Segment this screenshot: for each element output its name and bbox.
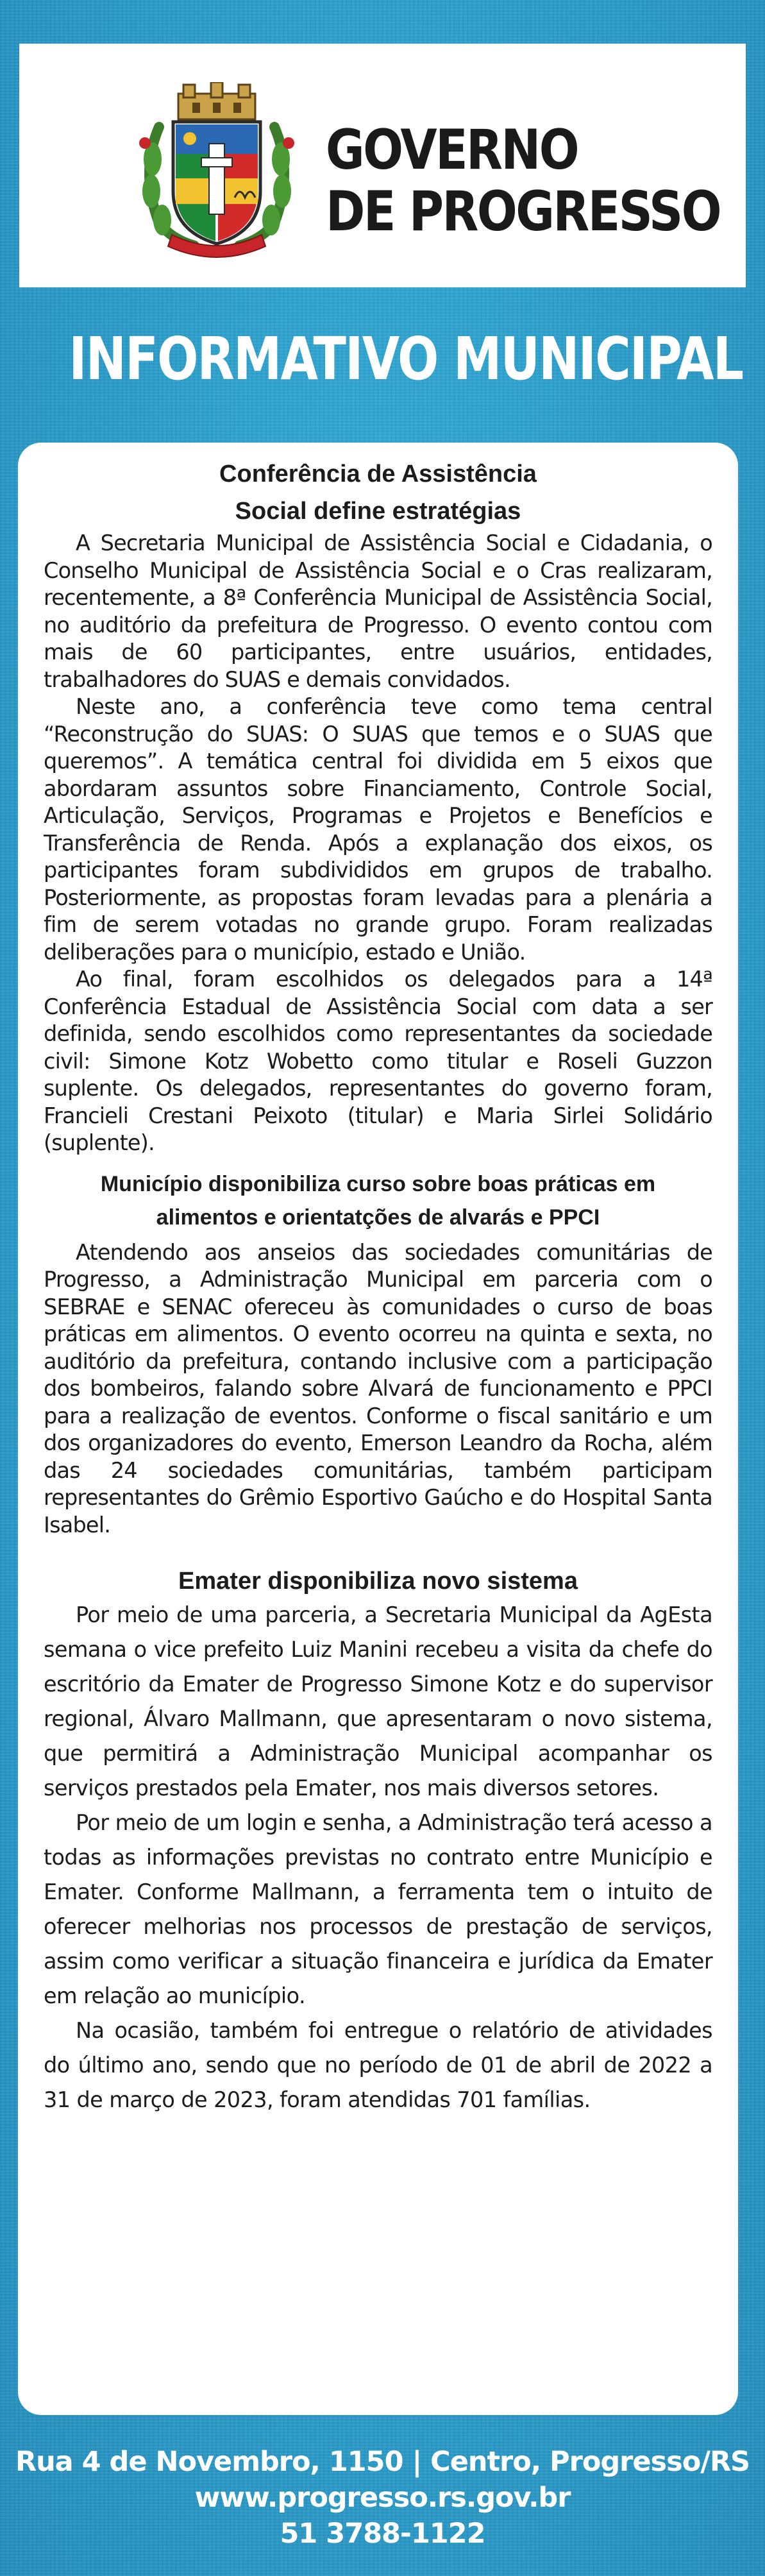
content-card: [18, 443, 738, 2415]
footer-website[interactable]: www.progresso.rs.gov.br: [194, 2482, 571, 2514]
article-title-line-1: Município disponibiliza curso sobre boas práticas em: [100, 1171, 656, 1196]
article-title-line-1: Conferência de Assistência: [219, 461, 537, 487]
footer-contact: [0, 2444, 765, 2552]
brand-line-2: DE PROGRESSO: [326, 180, 721, 244]
article-curso-boas-praticas: [44, 1167, 712, 1539]
article-conferencia: [44, 455, 712, 1157]
article-body: [44, 530, 712, 1157]
article-title: [103, 455, 654, 530]
article-title: [44, 1167, 712, 1234]
article-title-line-2: alimentos e orientatções de alvarás e PPCI: [156, 1205, 600, 1230]
paragraph: A Secretaria Municipal de Assistência Social e Cidadania, o Conselho Municipal de Assistência Social e o Cras realizaram, recentemente, a 8ª Conferência Municipal de Assistência Social, no auditório da prefeitura de Progresso. O evento contou com mais de 60 participantes, entre usuários, entidades, trabalhadores do SUAS e demais convidados.: [44, 530, 712, 692]
article-title-line-1: Emater disponibiliza novo sistema: [178, 1568, 578, 1595]
article-body: [44, 1598, 712, 2117]
footer-phone: 51 3788-1122: [280, 2518, 485, 2550]
article-emater: [44, 1564, 712, 2117]
article-title-line-2: Social define estratégias: [235, 498, 521, 525]
paragraph: Atendendo aos anseios das sociedades comunitárias de Progresso, a Administração Municipal em parceria com o SEBRAE e SENAC ofereceu às comunidades o curso de boas práticas em alimentos. O evento ocorreu na quinta e sexta, no auditório da prefeitura, contando inclusive com a participação dos bombeiros, falando sobre Alvará de funcionamento e PPCI para a realização de eventos. Conforme o fiscal sanitário e um dos organizadores do evento, Emerson Leandro da Rocha, além das 24 sociedades comunitárias, também participam representantes do Grêmio Esportivo Gaúcho e do Hospital Santa Isabel.: [44, 1239, 712, 1538]
paragraph: Por meio de um login e senha, a Administração terá acesso a todas as informações previstas no contrato entre Município e Emater. Conforme Mallmann, a ferramenta tem o intuito de oferecer melhorias nos processos de prestação de serviços, assim como verificar a situação financeira e jurídica da Emater em relação ao município.: [44, 1810, 712, 2008]
municipal-coat-of-arms-icon: [133, 82, 300, 262]
brand-wordmark: [326, 119, 720, 242]
paragraph: Ao final, foram escolhidos os delegados para a 14ª Conferência Estadual de Assistência Social com data a ser definida, sendo escolhidos como representantes da sociedade civil: Simone Kotz Wobetto como titular e Roseli Guzzon suplente. Os delegados, representantes do governo foram, Francieli Crestani Peixoto (titular) e Maria Sirlei Solidário (suplente).: [44, 967, 712, 1155]
header-panel: [19, 44, 746, 287]
article-body: [44, 1239, 712, 1539]
paragraph: Na ocasião, também foi entregue o relatório de atividades do último ano, sendo que no período de 01 de abril de 2022 a 31 de março de 2023, foram atendidas 701 famílias.: [44, 2018, 712, 2112]
paragraph: Neste ano, a conferência teve como tema central “Reconstrução do SUAS: O SUAS que temos e o SUAS que queremos”. A temática central foi dividida em 5 eixos que abordaram assuntos sobre Financiamento, Controle Social, Articulação, Serviços, Programas e Projetos e Benefícios e Transferência de Renda. Após a explanação dos eixos, os participantes foram subdivididos em grupos de trabalho. Posteriormente, as propostas foram levadas para a plenária a fim de serem votadas no grande grupo. Foram realizadas deliberações para o município, estado e União.: [44, 694, 712, 965]
banner-title: INFORMATIVO MUNICIPAL: [69, 325, 743, 393]
footer-address: Rua 4 de Novembro, 1150 | Centro, Progresso/RS: [15, 2446, 750, 2478]
brand-line-1: GOVERNO: [326, 118, 578, 182]
paragraph: Por meio de uma parceria, a Secretaria Municipal da AgEsta semana o vice prefeito Luiz Manini recebeu a visita da chefe do escritório da Emater de Progresso Simone Kotz e do supervisor regional, Álvaro Mallmann, que apresentaram o novo sistema, que permitirá a Administração Municipal acompanhar os serviços prestados pela Emater, nos mais diversos setores.: [44, 1602, 712, 1801]
article-title: [44, 1564, 712, 1598]
